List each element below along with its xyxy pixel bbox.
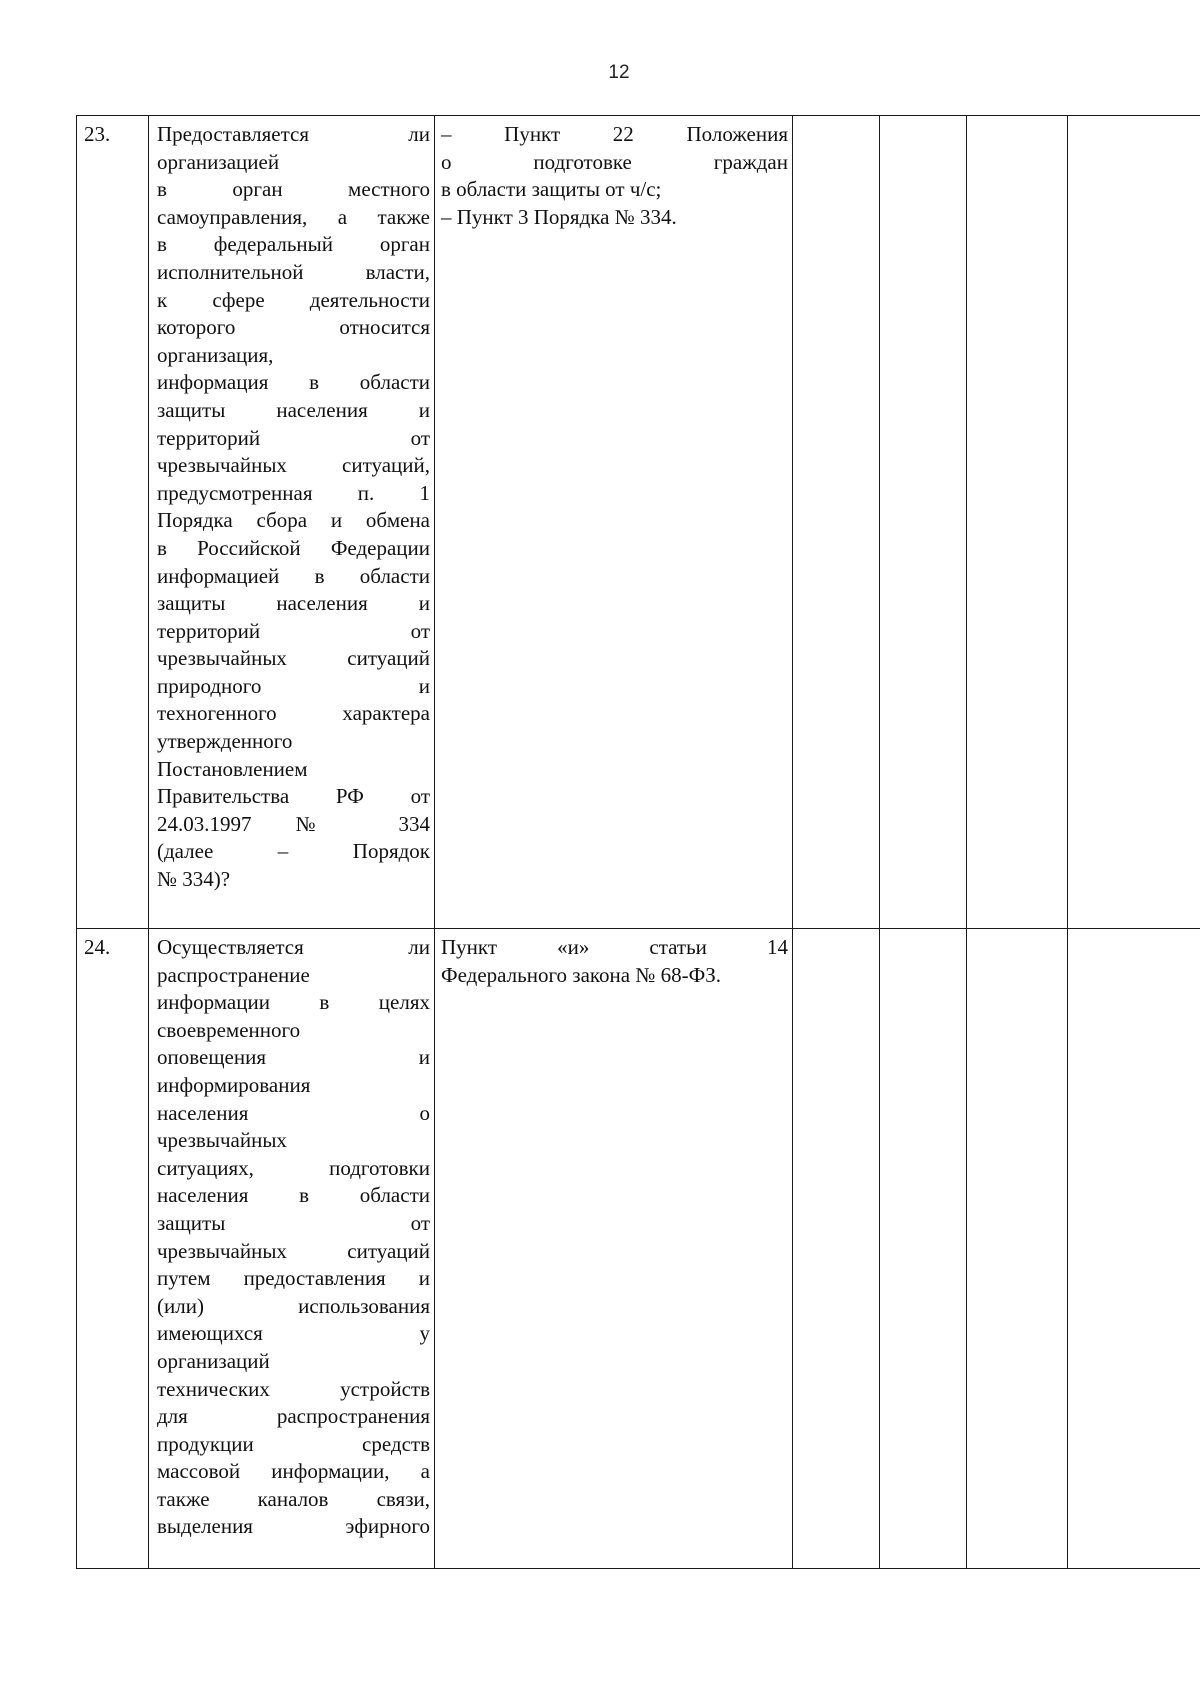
text-line: предусмотренная п. 1 [157, 480, 430, 505]
text-line: оповещения и [157, 1045, 430, 1070]
text-line: населения в области [157, 1183, 430, 1208]
notes-cell [1068, 929, 1200, 1569]
text-line: чрезвычайных [157, 1128, 287, 1153]
text-line: – Пункт 3 Порядка № 334. [441, 204, 677, 229]
answer-cell-no [880, 116, 967, 929]
text-line: имеющихся у [157, 1321, 430, 1346]
text-line: информация в области [157, 370, 430, 395]
text-line: Пункт «и» статьи 14 [441, 935, 788, 959]
text-line: территорий от [157, 425, 430, 450]
text-line: населения о [157, 1100, 430, 1125]
text-line: организацией [157, 149, 280, 174]
table-row [77, 116, 1200, 929]
text-line: 24.03.1997 № 334 [157, 811, 430, 836]
text-line: защиты населения и [157, 397, 430, 422]
text-line: для распространения [157, 1404, 430, 1429]
answer-cell-yes [793, 116, 880, 929]
question-text [157, 121, 430, 894]
text-line: своевременного [157, 1017, 301, 1042]
row-number-cell [77, 929, 149, 1569]
notes-cell [1068, 116, 1200, 929]
text-line: (или) использования [157, 1293, 430, 1318]
answer-cell-not-applicable [967, 116, 1068, 929]
question-cell [149, 929, 435, 1569]
text-line: организаций [157, 1348, 270, 1373]
text-line: утвержденного [157, 729, 293, 754]
text-line: технических устройств [157, 1376, 430, 1401]
text-line: распространение [157, 962, 310, 987]
text-line: Предоставляется ли [157, 122, 430, 146]
text-line: Правительства РФ от [157, 784, 430, 809]
text-line: информации в целях [157, 990, 430, 1015]
text-line: чрезвычайных ситуаций [157, 646, 430, 671]
text-line: исполнительной власти, [157, 259, 430, 284]
text-line: в федеральный орган [157, 232, 430, 257]
text-line: чрезвычайных ситуаций [157, 1238, 430, 1263]
text-line: Федерального закона № 68-ФЗ. [441, 962, 721, 987]
text-line: защиты от [157, 1210, 430, 1235]
answer-cell-yes [793, 929, 880, 1569]
text-line: самоуправления, а также [157, 204, 430, 229]
text-line: в Российской Федерации [157, 535, 430, 560]
text-line: информацией в области [157, 563, 430, 588]
text-line: продукции средств [157, 1431, 430, 1456]
text-line: также каналов связи, [157, 1486, 430, 1511]
text-line: чрезвычайных ситуаций, [157, 453, 430, 478]
row-number: 23. [84, 122, 111, 146]
text-line: защиты населения и [157, 591, 430, 616]
page-number: 12 [608, 62, 630, 83]
answer-cell-no [880, 929, 967, 1569]
text-line: путем предоставления и [157, 1266, 430, 1291]
text-line: выделения эфирного [157, 1514, 430, 1539]
text-line: территорий от [157, 618, 430, 643]
legal-reference-text [441, 121, 788, 231]
question-cell [149, 116, 435, 929]
text-line: Постановлением [157, 756, 308, 781]
legal-reference-cell [435, 116, 793, 929]
legal-reference-text [441, 934, 788, 989]
text-line: (далее – Порядок [157, 839, 430, 864]
table-row [77, 929, 1200, 1569]
text-line: которого относится [157, 315, 430, 340]
question-text [157, 934, 430, 1541]
text-line: в области защиты от ч/с; [441, 177, 662, 202]
text-line: № 334)? [157, 867, 231, 892]
text-line: Осуществляется ли [157, 935, 430, 959]
text-line: к сфере деятельности [157, 287, 430, 312]
row-number: 24. [84, 935, 111, 959]
text-line: организация, [157, 342, 274, 367]
answer-cell-not-applicable [967, 929, 1068, 1569]
text-line: природного и [157, 673, 430, 698]
text-line: в орган местного [157, 177, 430, 202]
legal-reference-cell [435, 929, 793, 1569]
text-line: ситуациях, подготовки [157, 1155, 430, 1180]
text-line: массовой информации, а [157, 1459, 430, 1484]
row-number-cell [77, 116, 149, 929]
checklist-table [76, 115, 1200, 1569]
text-line: информирования [157, 1072, 311, 1097]
text-line: о подготовке граждан [441, 149, 788, 174]
text-line: – Пункт 22 Положения [441, 122, 788, 146]
text-line: Порядка сбора и обмена [157, 508, 430, 533]
text-line: техногенного характера [157, 701, 430, 726]
